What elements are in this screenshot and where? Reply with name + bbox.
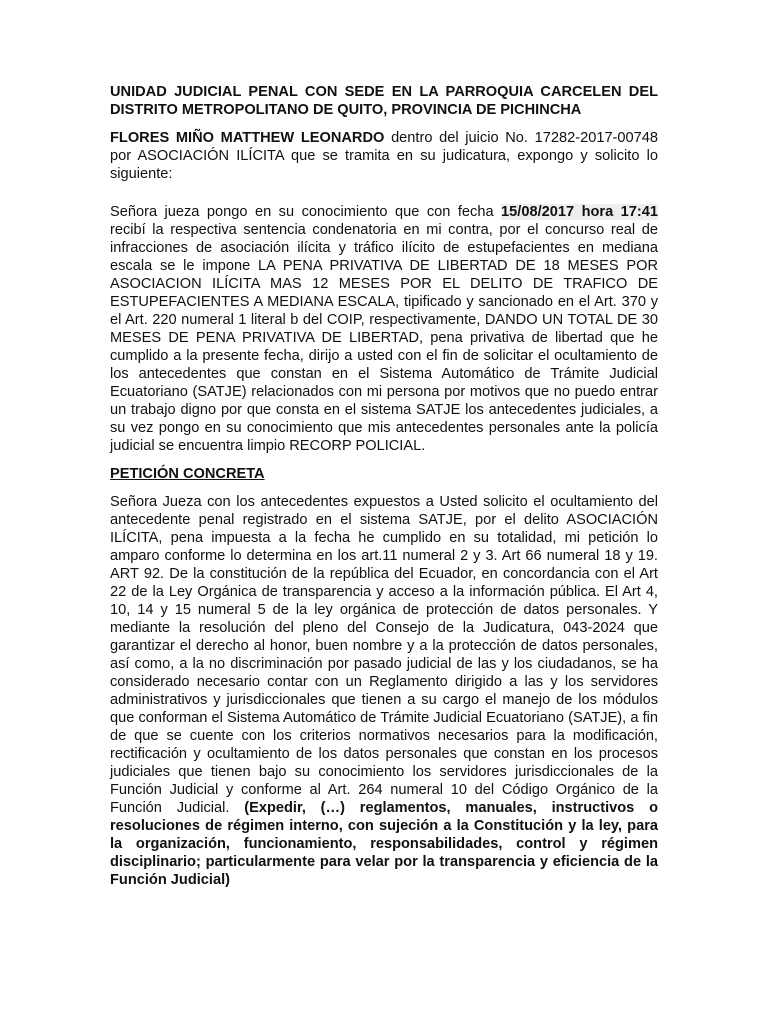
petition-text: Señora Jueza con los antecedentes expuestos a Usted solicito el ocultamiento del antecedente penal registrado en el sistema SATJE, por el delito ASOCIACIÓN ILÍCITA, pena impuesta a la fecha he cumplido en su totalidad, mi petición lo amparo conforme lo determina en los art.11 numeral 2 y 3. Art 66 numeral 18 y 19. ART 92. De la constitución de la república del Ecuador, en concordancia con el Art 22 de la Ley Orgánica de transparencia y acceso a la información pública. El Art 4, 10, 14 y 15 numeral 5 de la ley orgánica de protección de datos personales. Y mediante la resolución del pleno del Consejo de la Judicatura, 043-2024 que garantizar el derecho al honor, buen nombre y a la protección de datos personales, así como, a la no discriminación por pasado judicial de las y los ciudadanos, se ha considerado necesario contar con un Reglamento dirigido a las y los servidores administrativos y jurisdiccionales que tienen a su cargo el manejo de los módulos que conforman el Sistema Automático de Trámite Judicial Ecuatoriano (SATJE), a fin de que se cuente con los criterios normativos necesarios para la modificación, rectificación y ocultamiento de los datos personales que constan en los procesos judiciales que tienen bajo su conocimiento los servidores jurisdiccionales de la Función Judicial y conforme al Art. 264 numeral 10 del Código Orgánico de la Función Judicial.: [110, 494, 658, 816]
petitioner-name: FLORES MIÑO MATTHEW LEONARDO: [110, 130, 385, 146]
document-body: [110, 83, 658, 889]
intro-text: dentro del juicio No. 17282-2017-00748 por ASOCIACIÓN ILÍCITA que se tramita en su judicatura, expongo y solicito lo siguiente:: [110, 130, 659, 182]
petition-paragraph: [110, 493, 658, 889]
facts-text: recibí la respectiva sentencia condenatoria en mi contra, por el concurso real de infracciones de asociación ilícita y tráfico ilícito de estupefacientes en mediana escala se le impone LA PENA PRIVATIVA DE LIBERTAD DE 18 MESES POR ASOCIACION ILÍCITA MAS 12 MESES POR EL DELITO DE TRAFICO DE ESTUPEFACIENTES A MEDIANA ESCALA, tipificado y sancionado en el Art. 370 y el Art. 220 numeral 1 literal b del COIP, respectivamente, DANDO UN TOTAL DE 30 MESES DE PENA PRIVATIVA DE LIBERTAD, pena privativa de libertad que he cumplido a la presente fecha, dirijo a usted con el fin de solicitar el ocultamiento de los antecedentes que constan en el Sistema Automático de Trámite Judicial Ecuatoriano (SATJE) relacionados con mi persona por motivos que no puedo entrar un trabajo digno por que consta en el sistema SATJE los antecedentes judiciales, a su vez pongo en su conocimiento que mis antecedentes personales ante la policía judicial se encuentra limpio RECORP POLICIAL.: [110, 222, 658, 454]
sentence-date: 15/08/2017 hora 17:41: [501, 204, 658, 220]
facts-lead: Señora jueza pongo en su conocimiento que con fecha: [110, 204, 502, 220]
court-heading: UNIDAD JUDICIAL PENAL CON SEDE EN LA PARROQUIA CARCELEN DEL DISTRITO METROPOLITANO DE QUITO, PROVINCIA DE PICHINCHA: [110, 84, 658, 118]
facts-paragraph: [110, 203, 658, 455]
petition-bold-quote: (Expedir, (…) reglamentos, manuales, instructivos o resoluciones de régimen interno, con sujeción a la Constitución y la ley, para la organización, funcionamiento, responsabilidades, control y régimen disciplinario; particularmente para velar por la transparencia y eficiencia de la Función Judicial): [110, 800, 658, 888]
petition-heading: PETICIÓN CONCRETA: [110, 466, 265, 482]
intro-paragraph: [110, 129, 658, 183]
